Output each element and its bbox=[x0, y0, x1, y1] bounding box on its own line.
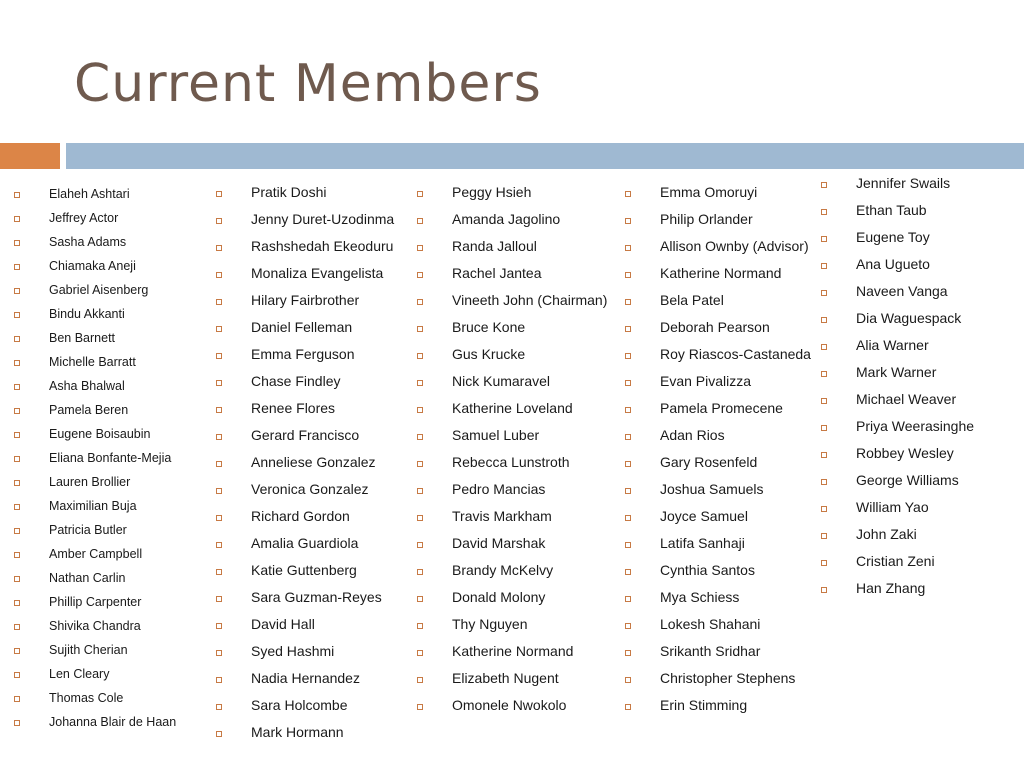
member-list-item: Rashshedah Ekeoduru bbox=[216, 238, 416, 265]
member-list-item: Christopher Stephens bbox=[625, 670, 825, 697]
member-list-item: Amalia Guardiola bbox=[216, 535, 416, 562]
member-list-item: Len Cleary bbox=[14, 662, 204, 686]
member-list-item: Cristian Zeni bbox=[821, 553, 1021, 580]
member-list-item: Emma Ferguson bbox=[216, 346, 416, 373]
member-list-item: Cynthia Santos bbox=[625, 562, 825, 589]
member-list-item: Ana Ugueto bbox=[821, 256, 1021, 283]
member-column-3 bbox=[417, 184, 617, 724]
member-list-item: Michelle Barratt bbox=[14, 350, 204, 374]
member-list-item: Bindu Akkanti bbox=[14, 302, 204, 326]
member-list-item: Srikanth Sridhar bbox=[625, 643, 825, 670]
member-list-item: Gary Rosenfeld bbox=[625, 454, 825, 481]
member-list-item: Sara Guzman-Reyes bbox=[216, 589, 416, 616]
member-list-item: Katie Guttenberg bbox=[216, 562, 416, 589]
member-list-item: Anneliese Gonzalez bbox=[216, 454, 416, 481]
member-list-item: Veronica Gonzalez bbox=[216, 481, 416, 508]
member-list-item: Elaheh Ashtari bbox=[14, 182, 204, 206]
member-list-item: David Hall bbox=[216, 616, 416, 643]
member-list-item: Gus Krucke bbox=[417, 346, 617, 373]
member-list-item: Richard Gordon bbox=[216, 508, 416, 535]
member-list-item: Renee Flores bbox=[216, 400, 416, 427]
member-list-item: Johanna Blair de Haan bbox=[14, 710, 204, 734]
member-list-item: David Marshak bbox=[417, 535, 617, 562]
member-list-item: Syed Hashmi bbox=[216, 643, 416, 670]
member-list-item: Thy Nguyen bbox=[417, 616, 617, 643]
accent-bar-orange bbox=[0, 143, 60, 169]
member-list-item: Katherine Normand bbox=[417, 643, 617, 670]
member-list-item: Rachel Jantea bbox=[417, 265, 617, 292]
member-list-item: Katherine Normand bbox=[625, 265, 825, 292]
member-list-item: Thomas Cole bbox=[14, 686, 204, 710]
member-list-item: Pratik Doshi bbox=[216, 184, 416, 211]
member-list-item: Sasha Adams bbox=[14, 230, 204, 254]
member-list-item: Pamela Beren bbox=[14, 398, 204, 422]
member-list-item: Philip Orlander bbox=[625, 211, 825, 238]
member-list-item: Peggy Hsieh bbox=[417, 184, 617, 211]
member-list-item: Samuel Luber bbox=[417, 427, 617, 454]
member-list-item: Nathan Carlin bbox=[14, 566, 204, 590]
member-list-item: Amanda Jagolino bbox=[417, 211, 617, 238]
member-list-item: Mya Schiess bbox=[625, 589, 825, 616]
member-list-item: Roy Riascos-Castaneda bbox=[625, 346, 825, 373]
member-list-item: Ethan Taub bbox=[821, 202, 1021, 229]
member-list-item: Donald Molony bbox=[417, 589, 617, 616]
member-list-item: Asha Bhalwal bbox=[14, 374, 204, 398]
member-list-item: Nadia Hernandez bbox=[216, 670, 416, 697]
member-list-item: Pedro Mancias bbox=[417, 481, 617, 508]
member-list-item: Monaliza Evangelista bbox=[216, 265, 416, 292]
member-list-item: Mark Warner bbox=[821, 364, 1021, 391]
member-list-item: Eliana Bonfante-Mejia bbox=[14, 446, 204, 470]
member-list-item: Ben Barnett bbox=[14, 326, 204, 350]
member-list-item: Joshua Samuels bbox=[625, 481, 825, 508]
member-list-item: Chase Findley bbox=[216, 373, 416, 400]
member-list-item: Maximilian Buja bbox=[14, 494, 204, 518]
member-list-item: Rebecca Lunstroth bbox=[417, 454, 617, 481]
member-list-item: Pamela Promecene bbox=[625, 400, 825, 427]
member-list-item: Han Zhang bbox=[821, 580, 1021, 607]
member-list-item: Jenny Duret-Uzodinma bbox=[216, 211, 416, 238]
member-list-item: Gerard Francisco bbox=[216, 427, 416, 454]
member-list-item: Joyce Samuel bbox=[625, 508, 825, 535]
member-list-item: Patricia Butler bbox=[14, 518, 204, 542]
member-list-item: Daniel Felleman bbox=[216, 319, 416, 346]
member-column-2 bbox=[216, 184, 416, 751]
member-list-item: Hilary Fairbrother bbox=[216, 292, 416, 319]
member-list-item: Katherine Loveland bbox=[417, 400, 617, 427]
member-list-item: Robbey Wesley bbox=[821, 445, 1021, 472]
member-list-item: George Williams bbox=[821, 472, 1021, 499]
member-list-item: Deborah Pearson bbox=[625, 319, 825, 346]
member-column-1 bbox=[14, 182, 204, 734]
member-list-item: Omonele Nwokolo bbox=[417, 697, 617, 724]
member-list-item: Phillip Carpenter bbox=[14, 590, 204, 614]
member-list-item: Jennifer Swails bbox=[821, 175, 1021, 202]
member-list-item: Bruce Kone bbox=[417, 319, 617, 346]
member-list-item: Amber Campbell bbox=[14, 542, 204, 566]
member-list-item: Sujith Cherian bbox=[14, 638, 204, 662]
member-list-item: Vineeth John (Chairman) bbox=[417, 292, 617, 319]
member-list-item: John Zaki bbox=[821, 526, 1021, 553]
member-list-item: Nick Kumaravel bbox=[417, 373, 617, 400]
member-list-item: Alia Warner bbox=[821, 337, 1021, 364]
member-list-item: Lokesh Shahani bbox=[625, 616, 825, 643]
member-list-item: Brandy McKelvy bbox=[417, 562, 617, 589]
member-list-item: Eugene Toy bbox=[821, 229, 1021, 256]
member-column-5 bbox=[821, 175, 1021, 607]
member-list-item: Shivika Chandra bbox=[14, 614, 204, 638]
member-list-item: Emma Omoruyi bbox=[625, 184, 825, 211]
member-list-item: Eugene Boisaubin bbox=[14, 422, 204, 446]
member-list-item: Evan Pivalizza bbox=[625, 373, 825, 400]
member-list-item: Adan Rios bbox=[625, 427, 825, 454]
member-list-item: Dia Waguespack bbox=[821, 310, 1021, 337]
member-list-item: Bela Patel bbox=[625, 292, 825, 319]
member-list-item: Naveen Vanga bbox=[821, 283, 1021, 310]
member-list-item: Erin Stimming bbox=[625, 697, 825, 724]
member-list-item: Randa Jalloul bbox=[417, 238, 617, 265]
member-list-item: Michael Weaver bbox=[821, 391, 1021, 418]
member-list-item: Elizabeth Nugent bbox=[417, 670, 617, 697]
member-list-item: William Yao bbox=[821, 499, 1021, 526]
member-list-item: Jeffrey Actor bbox=[14, 206, 204, 230]
member-list-item: Chiamaka Aneji bbox=[14, 254, 204, 278]
member-list-item: Gabriel Aisenberg bbox=[14, 278, 204, 302]
member-list-item: Sara Holcombe bbox=[216, 697, 416, 724]
member-list-item: Mark Hormann bbox=[216, 724, 416, 751]
member-list-item: Lauren Brollier bbox=[14, 470, 204, 494]
member-list-item: Allison Ownby (Advisor) bbox=[625, 238, 825, 265]
page-title: Current Members bbox=[74, 54, 542, 114]
accent-bar-blue bbox=[66, 143, 1024, 169]
member-list-item: Latifa Sanhaji bbox=[625, 535, 825, 562]
member-list-item: Priya Weerasinghe bbox=[821, 418, 1021, 445]
member-column-4 bbox=[625, 184, 825, 724]
member-list-item: Travis Markham bbox=[417, 508, 617, 535]
